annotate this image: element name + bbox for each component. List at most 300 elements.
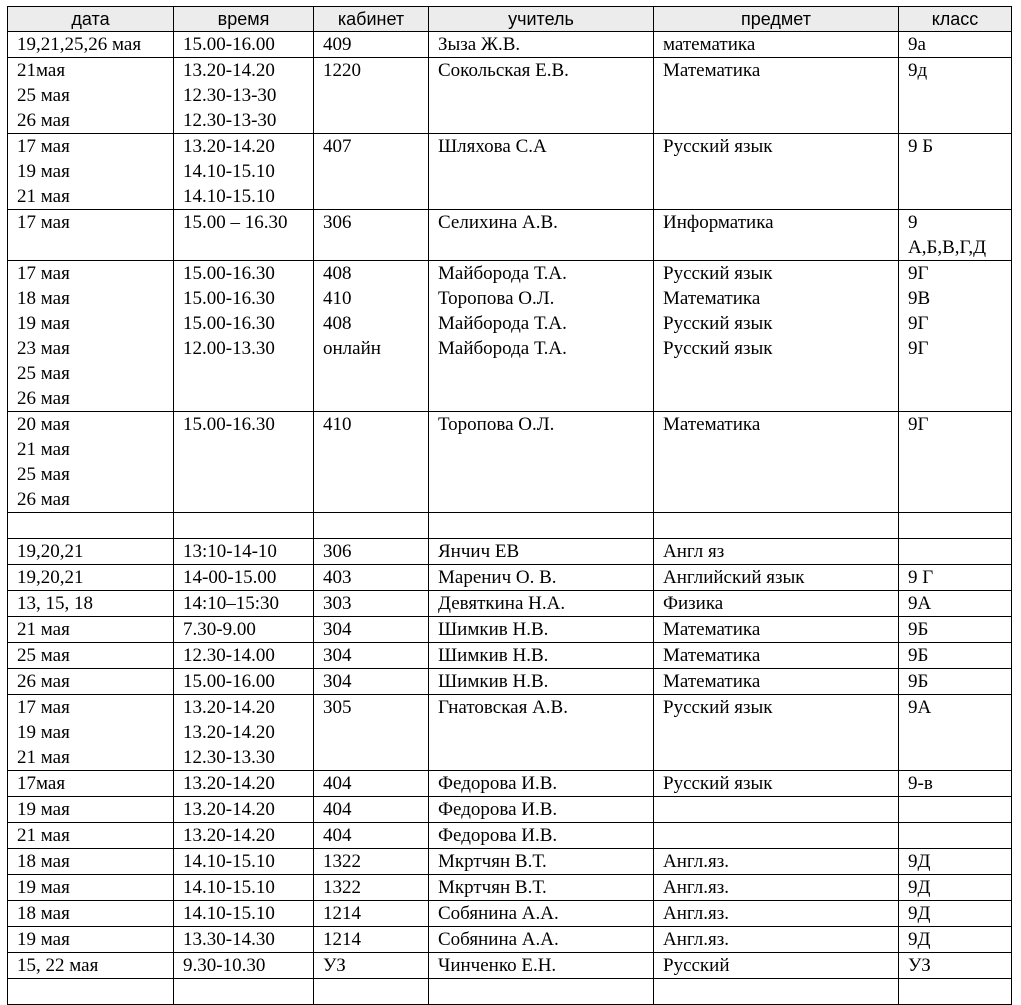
- subject-line: Англ.яз.: [663, 929, 729, 950]
- room-line: УЗ: [323, 955, 346, 976]
- teacher-line: Майборода Т.А.: [438, 338, 567, 359]
- date-line: 26 мая: [17, 671, 70, 692]
- room-line: 1214: [323, 903, 361, 924]
- cell-teacher: [429, 134, 654, 210]
- cell-teacher: [429, 261, 654, 412]
- table-row: [8, 412, 1012, 513]
- subject-line: Математика: [663, 619, 761, 640]
- cell-date: [8, 771, 174, 797]
- cell-time: [174, 953, 314, 979]
- cell-teacher: [429, 849, 654, 875]
- time-line: 12.00-13.30: [183, 338, 275, 359]
- cell-room: [314, 901, 429, 927]
- class-line: 9В: [908, 288, 931, 309]
- cell-date: [8, 695, 174, 771]
- time-line: 13.20-14.20: [183, 773, 275, 794]
- cell-time: [174, 32, 314, 58]
- class-line: 9Д: [908, 929, 931, 950]
- time-line: 15.00-16.00: [183, 34, 275, 55]
- cell-subject: [654, 823, 899, 849]
- cell-date: [8, 565, 174, 591]
- cell-subject: [654, 875, 899, 901]
- teacher-line: Собянина А.А.: [438, 929, 559, 950]
- teacher-line: Шимкив Н.В.: [438, 645, 549, 666]
- date-line: 26 мая: [17, 110, 70, 131]
- subject-line: Русский язык: [663, 263, 773, 284]
- teacher-line: Собянина А.А.: [438, 903, 559, 924]
- subject-line: Англ.яз.: [663, 851, 729, 872]
- cell-subject: [654, 539, 899, 565]
- room-line: 408: [323, 313, 352, 334]
- table-body: [8, 32, 1012, 1005]
- subject-line: Англ яз: [663, 541, 725, 562]
- class-line: 9Г: [908, 414, 929, 435]
- cell-time: [174, 823, 314, 849]
- time-line: 13.20-14.20: [183, 722, 275, 743]
- time-line: 15.00-16.00: [183, 671, 275, 692]
- date-line: 23 мая: [17, 338, 70, 359]
- date-line: 21 мая: [17, 747, 70, 768]
- cell-time: [174, 695, 314, 771]
- date-line: 17 мая: [17, 697, 70, 718]
- class-line: 9-в: [908, 773, 933, 794]
- room-line: 304: [323, 671, 352, 692]
- cell-class: [899, 643, 1012, 669]
- table-row: [8, 979, 1012, 1005]
- schedule-table: [7, 6, 1012, 1005]
- cell-time: [174, 261, 314, 412]
- cell-teacher: [429, 412, 654, 513]
- cell-room: [314, 875, 429, 901]
- table-row: [8, 849, 1012, 875]
- header-date: дата: [8, 7, 174, 32]
- cell-date: [8, 513, 174, 539]
- table-row: [8, 513, 1012, 539]
- cell-date: [8, 412, 174, 513]
- table-row: [8, 901, 1012, 927]
- cell-subject: [654, 617, 899, 643]
- date-line: 25 мая: [17, 363, 70, 384]
- cell-date: [8, 953, 174, 979]
- date-line: 18 мая: [17, 851, 70, 872]
- date-line: 19 мая: [17, 313, 70, 334]
- class-line: УЗ: [908, 955, 931, 976]
- cell-subject: [654, 695, 899, 771]
- cell-time: [174, 669, 314, 695]
- cell-date: [8, 979, 174, 1005]
- cell-time: [174, 979, 314, 1005]
- cell-class: [899, 513, 1012, 539]
- cell-subject: [654, 771, 899, 797]
- table-row: [8, 953, 1012, 979]
- cell-class: [899, 261, 1012, 412]
- room-line: 404: [323, 799, 352, 820]
- cell-class: [899, 58, 1012, 134]
- date-line: 17 мая: [17, 136, 70, 157]
- class-line: 9д: [908, 60, 928, 81]
- subject-line: Математика: [663, 288, 761, 309]
- time-line: 15.00 – 16.30: [183, 212, 288, 233]
- cell-subject: [654, 58, 899, 134]
- date-line: 19 мая: [17, 799, 70, 820]
- cell-teacher: [429, 210, 654, 261]
- class-line: 9А: [908, 697, 932, 718]
- room-line: 306: [323, 212, 352, 233]
- date-line: 21мая: [17, 60, 66, 81]
- cell-class: [899, 695, 1012, 771]
- cell-room: [314, 591, 429, 617]
- date-line: 17 мая: [17, 263, 70, 284]
- time-line: 13.20-14.20: [183, 799, 275, 820]
- teacher-line: Чинченко Е.Н.: [438, 955, 557, 976]
- cell-time: [174, 591, 314, 617]
- date-line: 17 мая: [17, 212, 70, 233]
- room-line: 304: [323, 619, 352, 640]
- teacher-line: Мкртчян В.Т.: [438, 877, 547, 898]
- cell-teacher: [429, 901, 654, 927]
- table-row: [8, 823, 1012, 849]
- cell-subject: [654, 261, 899, 412]
- cell-subject: [654, 513, 899, 539]
- cell-room: [314, 134, 429, 210]
- time-line: 12.30-14.00: [183, 645, 275, 666]
- cell-time: [174, 412, 314, 513]
- cell-date: [8, 210, 174, 261]
- cell-time: [174, 797, 314, 823]
- cell-subject: [654, 134, 899, 210]
- cell-room: [314, 58, 429, 134]
- subject-line: Математика: [663, 671, 761, 692]
- class-line: 9Д: [908, 877, 931, 898]
- cell-room: [314, 669, 429, 695]
- cell-subject: [654, 591, 899, 617]
- teacher-line: Селихина А.В.: [438, 212, 558, 233]
- class-line: 9а: [908, 34, 926, 55]
- cell-time: [174, 617, 314, 643]
- teacher-line: Зыза Ж.В.: [438, 34, 521, 55]
- room-line: 410: [323, 414, 352, 435]
- header-time: время: [174, 7, 314, 32]
- table-row: [8, 565, 1012, 591]
- room-line: 410: [323, 288, 352, 309]
- room-line: 409: [323, 34, 352, 55]
- room-line: 1214: [323, 929, 361, 950]
- cell-teacher: [429, 643, 654, 669]
- date-line: 19 мая: [17, 722, 70, 743]
- table-row: [8, 134, 1012, 210]
- room-line: онлайн: [323, 338, 381, 359]
- cell-room: [314, 979, 429, 1005]
- teacher-line: Шляхова С.А: [438, 136, 547, 157]
- cell-room: [314, 513, 429, 539]
- cell-class: [899, 849, 1012, 875]
- cell-subject: [654, 643, 899, 669]
- cell-class: [899, 771, 1012, 797]
- date-line: 17мая: [17, 773, 66, 794]
- header-row: [8, 7, 1012, 32]
- cell-class: [899, 539, 1012, 565]
- room-line: 404: [323, 825, 352, 846]
- table-row: [8, 669, 1012, 695]
- time-line: 13.20-14.20: [183, 60, 275, 81]
- cell-date: [8, 797, 174, 823]
- subject-line: Математика: [663, 414, 761, 435]
- cell-class: [899, 210, 1012, 261]
- date-line: 13, 15, 18: [17, 593, 93, 614]
- room-line: 1220: [323, 60, 361, 81]
- cell-room: [314, 695, 429, 771]
- time-line: 14.10-15.10: [183, 877, 275, 898]
- subject-line: Англ.яз.: [663, 877, 729, 898]
- subject-line: Математика: [663, 60, 761, 81]
- cell-class: [899, 591, 1012, 617]
- room-line: 408: [323, 263, 352, 284]
- cell-class: [899, 565, 1012, 591]
- table-row: [8, 797, 1012, 823]
- cell-room: [314, 927, 429, 953]
- time-line: 7.30-9.00: [183, 619, 256, 640]
- cell-teacher: [429, 591, 654, 617]
- cell-teacher: [429, 513, 654, 539]
- cell-subject: [654, 953, 899, 979]
- cell-class: [899, 875, 1012, 901]
- cell-teacher: [429, 669, 654, 695]
- subject-line: Русский язык: [663, 338, 773, 359]
- time-line: 14.10-15.10: [183, 186, 275, 207]
- room-line: 404: [323, 773, 352, 794]
- subject-line: математика: [663, 34, 756, 55]
- time-line: 13.30-14.30: [183, 929, 275, 950]
- cell-date: [8, 32, 174, 58]
- class-line: 9Д: [908, 851, 931, 872]
- cell-time: [174, 565, 314, 591]
- cell-date: [8, 134, 174, 210]
- time-line: 13:10-14-10: [183, 541, 277, 562]
- cell-teacher: [429, 823, 654, 849]
- cell-subject: [654, 32, 899, 58]
- cell-date: [8, 617, 174, 643]
- date-line: 25 мая: [17, 645, 70, 666]
- cell-room: [314, 565, 429, 591]
- class-line: 9Б: [908, 619, 929, 640]
- cell-time: [174, 849, 314, 875]
- cell-teacher: [429, 539, 654, 565]
- cell-date: [8, 539, 174, 565]
- cell-class: [899, 134, 1012, 210]
- cell-room: [314, 797, 429, 823]
- teacher-line: Янчич ЕВ: [438, 541, 520, 562]
- cell-room: [314, 849, 429, 875]
- class-line: 9 Г: [908, 567, 934, 588]
- cell-time: [174, 771, 314, 797]
- table-row: [8, 771, 1012, 797]
- time-line: 14-00-15.00: [183, 567, 277, 588]
- time-line: 14.10-15.10: [183, 161, 275, 182]
- cell-date: [8, 261, 174, 412]
- teacher-line: Сокольская Е.В.: [438, 60, 569, 81]
- teacher-line: Торопова О.Л.: [438, 288, 555, 309]
- cell-room: [314, 771, 429, 797]
- time-line: 15.00-16.30: [183, 263, 275, 284]
- cell-subject: [654, 927, 899, 953]
- subject-line: Физика: [663, 593, 724, 614]
- cell-room: [314, 643, 429, 669]
- date-line: 19 мая: [17, 929, 70, 950]
- class-line: 9Г: [908, 313, 929, 334]
- table-row: [8, 875, 1012, 901]
- cell-class: [899, 797, 1012, 823]
- cell-room: [314, 32, 429, 58]
- cell-class: [899, 901, 1012, 927]
- time-line: 9.30-10.30: [183, 955, 266, 976]
- room-line: 407: [323, 136, 352, 157]
- cell-subject: [654, 412, 899, 513]
- cell-class: [899, 617, 1012, 643]
- time-line: 13.20-14.20: [183, 136, 275, 157]
- cell-teacher: [429, 875, 654, 901]
- header-subject: предмет: [654, 7, 899, 32]
- cell-teacher: [429, 617, 654, 643]
- class-line: 9Б: [908, 671, 929, 692]
- class-line: 9Д: [908, 903, 931, 924]
- cell-room: [314, 539, 429, 565]
- cell-date: [8, 927, 174, 953]
- cell-room: [314, 823, 429, 849]
- date-line: 18 мая: [17, 903, 70, 924]
- cell-time: [174, 927, 314, 953]
- room-line: 305: [323, 697, 352, 718]
- room-line: 403: [323, 567, 352, 588]
- cell-time: [174, 643, 314, 669]
- table-row: [8, 591, 1012, 617]
- subject-line: Русский: [663, 955, 730, 976]
- time-line: 13.20-14.20: [183, 825, 275, 846]
- cell-date: [8, 591, 174, 617]
- room-line: 1322: [323, 877, 361, 898]
- cell-time: [174, 58, 314, 134]
- cell-teacher: [429, 797, 654, 823]
- cell-room: [314, 617, 429, 643]
- cell-subject: [654, 979, 899, 1005]
- date-line: 20 мая: [17, 414, 70, 435]
- cell-time: [174, 513, 314, 539]
- class-line: 9А: [908, 593, 932, 614]
- table-row: [8, 210, 1012, 261]
- cell-class: [899, 823, 1012, 849]
- teacher-line: Шимкив Н.В.: [438, 619, 549, 640]
- time-line: 13.20-14.20: [183, 697, 275, 718]
- teacher-line: Девяткина Н.А.: [438, 593, 566, 614]
- time-line: 14:10–15:30: [183, 593, 280, 614]
- cell-teacher: [429, 58, 654, 134]
- cell-room: [314, 261, 429, 412]
- cell-teacher: [429, 695, 654, 771]
- cell-date: [8, 669, 174, 695]
- date-line: 19,20,21: [17, 567, 84, 588]
- subject-line: Русский язык: [663, 313, 773, 334]
- header-room: кабинет: [314, 7, 429, 32]
- cell-date: [8, 823, 174, 849]
- table-row: [8, 927, 1012, 953]
- cell-class: [899, 669, 1012, 695]
- table-row: [8, 695, 1012, 771]
- cell-subject: [654, 210, 899, 261]
- time-line: 15.00-16.30: [183, 288, 275, 309]
- subject-line: Информатика: [663, 212, 774, 233]
- cell-date: [8, 643, 174, 669]
- date-line: 21 мая: [17, 186, 70, 207]
- class-line: 9Г: [908, 263, 929, 284]
- class-line: 9Г: [908, 338, 929, 359]
- cell-teacher: [429, 565, 654, 591]
- date-line: 19,21,25,26 мая: [17, 34, 142, 55]
- date-line: 15, 22 мая: [17, 955, 99, 976]
- cell-subject: [654, 797, 899, 823]
- room-line: 306: [323, 541, 352, 562]
- subject-line: Русский язык: [663, 136, 773, 157]
- date-line: 19 мая: [17, 161, 70, 182]
- table-row: [8, 539, 1012, 565]
- time-line: 15.00-16.30: [183, 414, 275, 435]
- cell-time: [174, 210, 314, 261]
- time-line: 15.00-16.30: [183, 313, 275, 334]
- cell-class: [899, 412, 1012, 513]
- cell-time: [174, 539, 314, 565]
- room-line: 1322: [323, 851, 361, 872]
- subject-line: Английский язык: [663, 567, 805, 588]
- time-line: 14.10-15.10: [183, 851, 275, 872]
- date-line: 26 мая: [17, 489, 70, 510]
- cell-subject: [654, 565, 899, 591]
- date-line: 21 мая: [17, 439, 70, 460]
- header-teacher: учитель: [429, 7, 654, 32]
- cell-time: [174, 875, 314, 901]
- cell-time: [174, 134, 314, 210]
- header-class: класс: [899, 7, 1012, 32]
- cell-date: [8, 875, 174, 901]
- time-line: 12.30-13-30: [183, 85, 277, 106]
- time-line: 12.30-13-30: [183, 110, 277, 131]
- cell-subject: [654, 669, 899, 695]
- room-line: 303: [323, 593, 352, 614]
- date-line: 21 мая: [17, 619, 70, 640]
- cell-room: [314, 953, 429, 979]
- subject-line: Англ.яз.: [663, 903, 729, 924]
- subject-line: Математика: [663, 645, 761, 666]
- date-line: 26 мая: [17, 388, 70, 409]
- subject-line: Русский язык: [663, 697, 773, 718]
- teacher-line: Шимкив Н.В.: [438, 671, 549, 692]
- teacher-line: Федорова И.В.: [438, 799, 558, 820]
- cell-room: [314, 210, 429, 261]
- class-line: 9 Б: [908, 136, 934, 157]
- time-line: 12.30-13.30: [183, 747, 275, 768]
- cell-subject: [654, 901, 899, 927]
- date-line: 21 мая: [17, 825, 70, 846]
- subject-line: Русский язык: [663, 773, 773, 794]
- cell-teacher: [429, 32, 654, 58]
- table-row: [8, 32, 1012, 58]
- teacher-line: Майборода Т.А.: [438, 313, 567, 334]
- cell-date: [8, 58, 174, 134]
- cell-teacher: [429, 927, 654, 953]
- teacher-line: Гнатовская А.В.: [438, 697, 568, 718]
- date-line: 19 мая: [17, 877, 70, 898]
- cell-room: [314, 412, 429, 513]
- teacher-line: Маренич О. В.: [438, 567, 557, 588]
- class-line: А,Б,В,Г,Д: [908, 237, 987, 258]
- cell-class: [899, 927, 1012, 953]
